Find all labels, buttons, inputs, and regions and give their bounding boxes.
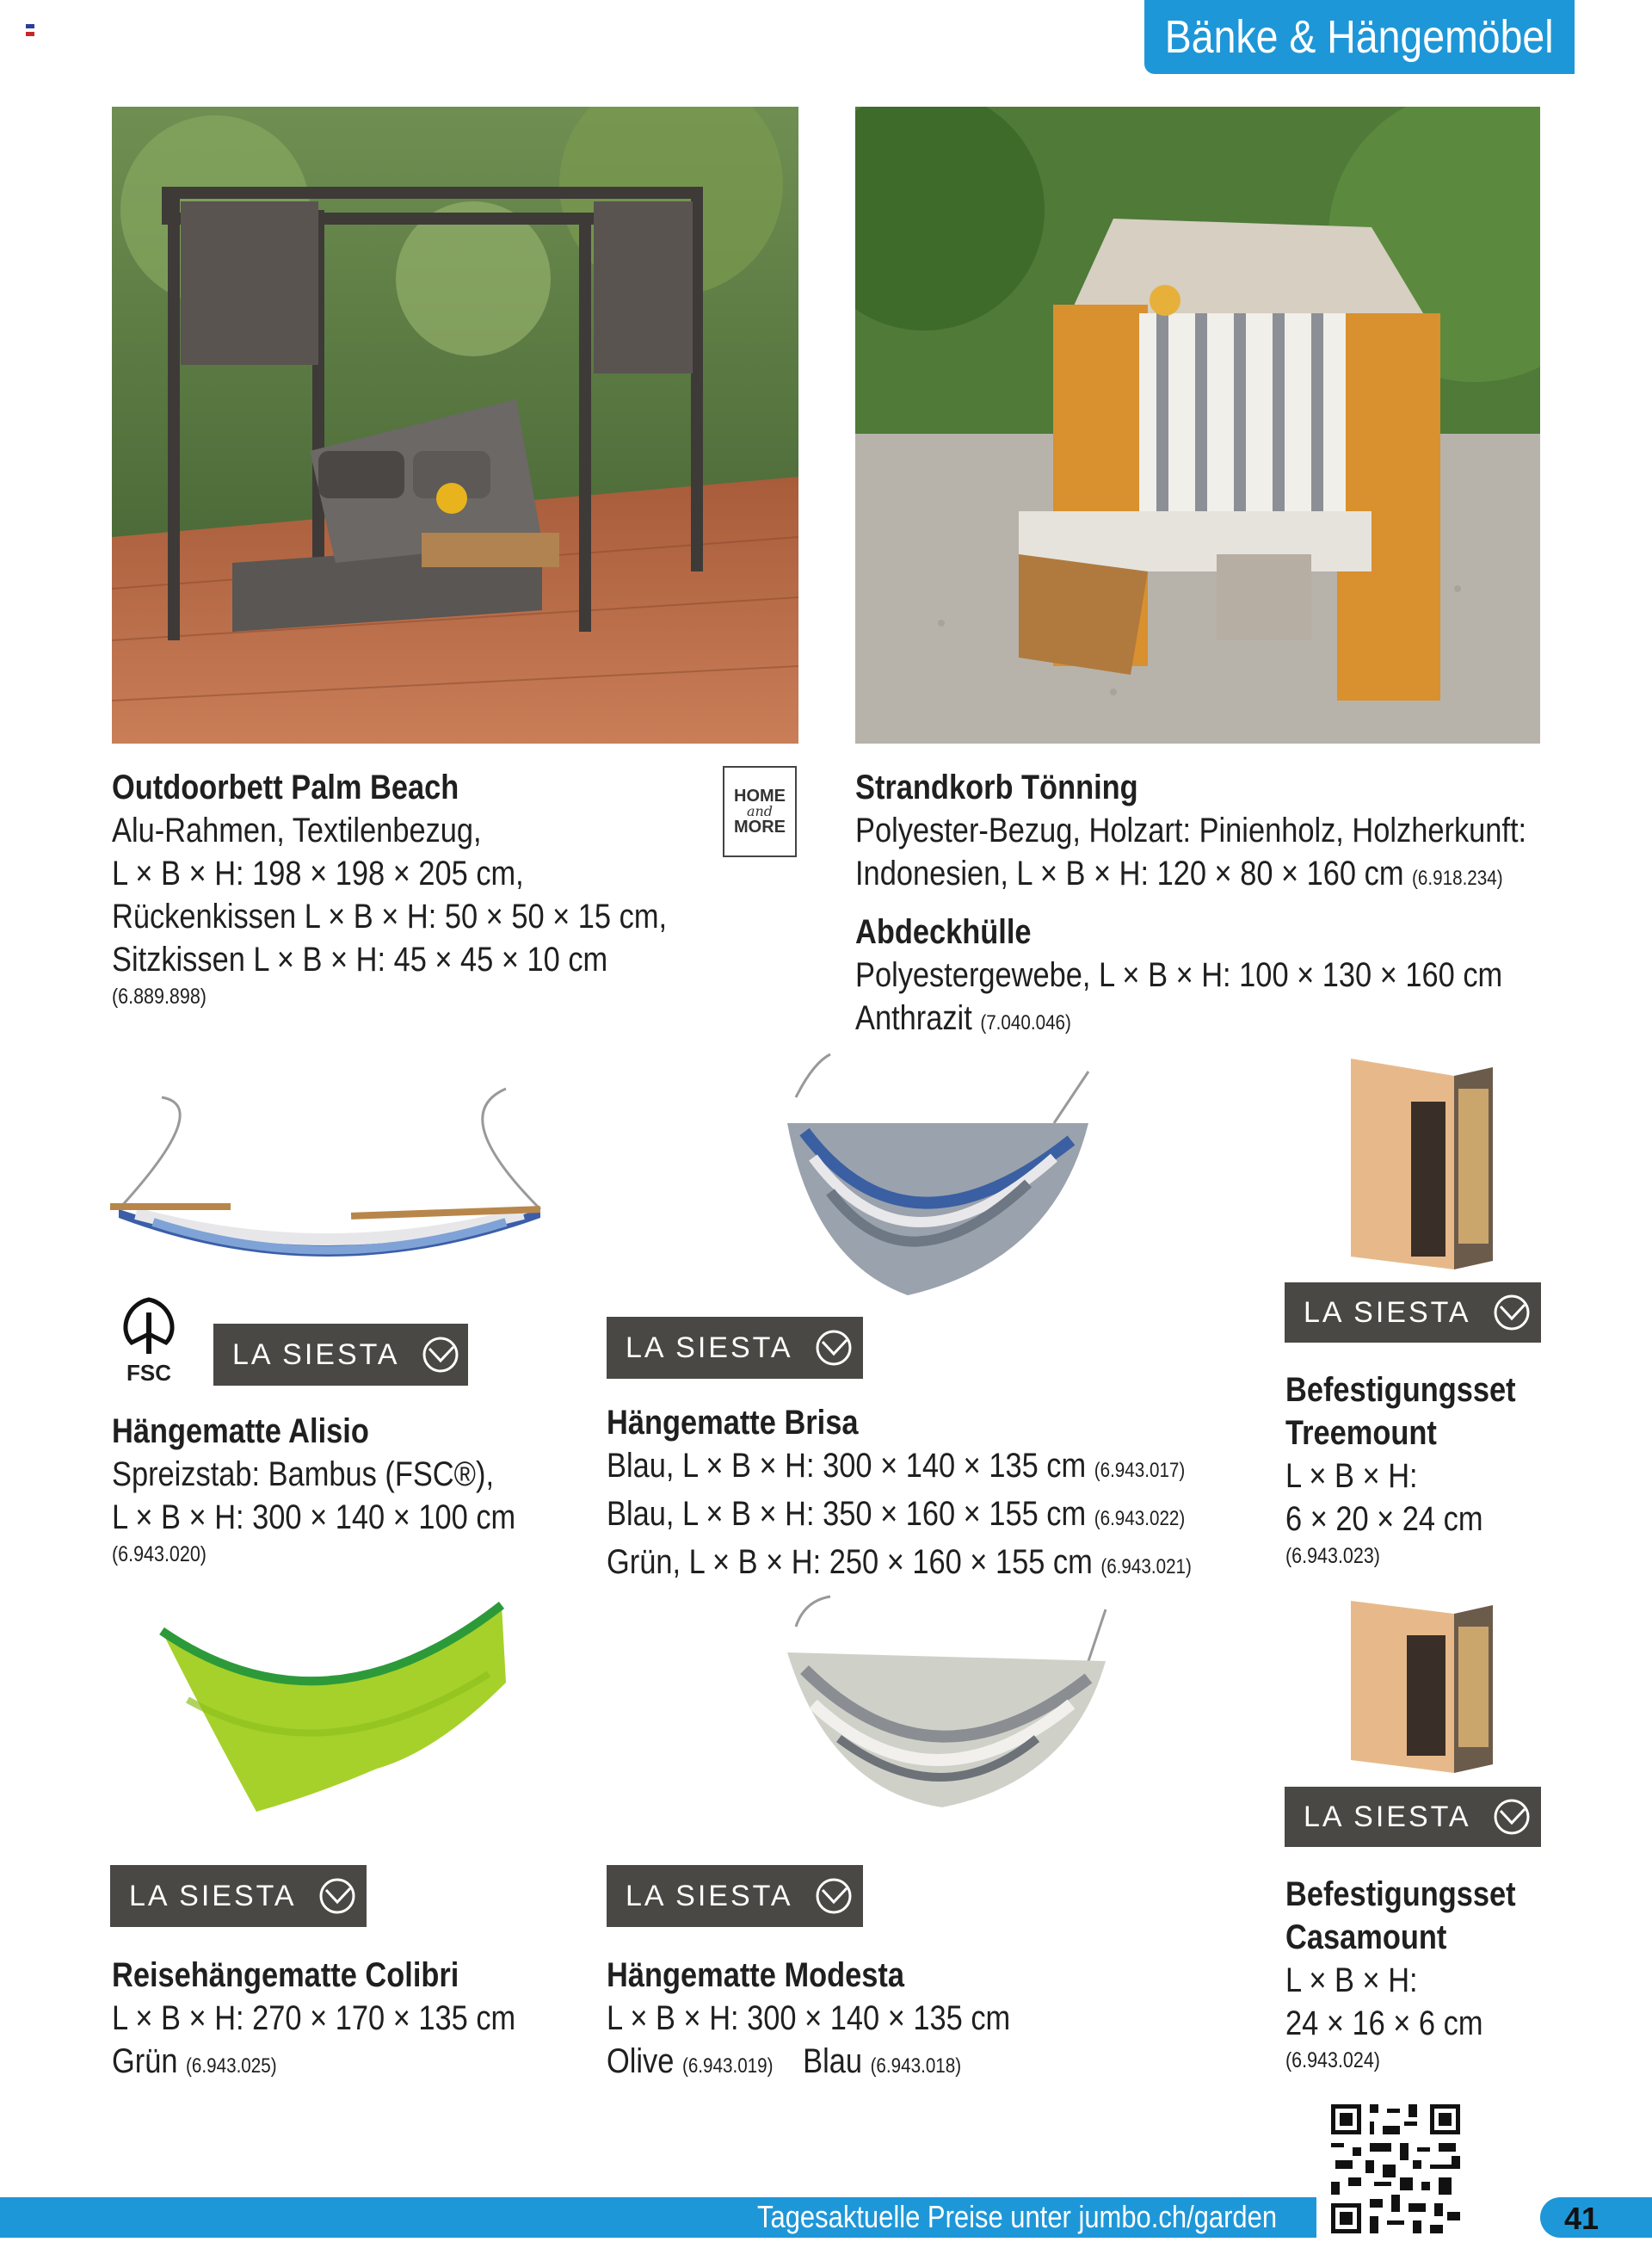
article-number: (6.943.017) <box>1094 1459 1186 1482</box>
la-siesta-badge: LA SIESTA <box>110 1865 367 1927</box>
qr-code[interactable] <box>1327 2100 1464 2238</box>
article-number: (6.918.234) <box>1412 867 1503 890</box>
footer-price-link[interactable]: Tagesaktuelle Preise unter jumbo.ch/garden <box>757 2199 1278 2234</box>
article-number: (6.943.021) <box>1100 1555 1192 1578</box>
alisio-text <box>112 1410 515 1570</box>
la-siesta-badge: LA SIESTA <box>607 1865 863 1927</box>
article-number: (6.943.018) <box>870 2054 962 2078</box>
article-number: (6.943.022) <box>1094 1507 1186 1530</box>
section-header <box>1144 0 1575 74</box>
variant-line: Olive (6.943.019) Blau (6.943.018) <box>607 2042 962 2080</box>
product-title: Outdoorbett Palm Beach <box>112 769 459 806</box>
article-number: (6.943.023) <box>1285 1544 1380 1568</box>
la-siesta-badge: LA SIESTA <box>213 1324 468 1386</box>
spec-line: 6 × 20 × 24 cm <box>1285 1500 1483 1538</box>
article-number: (7.040.046) <box>980 1011 1071 1035</box>
product-title: Abdeckhülle <box>855 913 1032 951</box>
spec-line: Alu-Rahmen, Textilenbezug, <box>112 812 482 849</box>
spec-line: L × B × H: 300 × 140 × 135 cm <box>607 1999 1011 2037</box>
brisa-text <box>607 1401 1192 1589</box>
spec-line: L × B × H: 270 × 170 × 135 cm <box>112 1999 516 2037</box>
casamount-text <box>1285 1873 1516 2076</box>
product-title: Befestigungsset <box>1285 1875 1516 1913</box>
product-title: Strandkorb Tönning <box>855 769 1138 806</box>
colibri-photo <box>153 1597 506 1820</box>
product-title: Casamount <box>1285 1918 1447 1956</box>
spec-line: Indonesien, L × B × H: 120 × 80 × 160 cm (6.918.234) <box>855 855 1503 892</box>
article-number: (6.943.025) <box>186 2054 277 2078</box>
flag-icon <box>26 24 34 36</box>
la-siesta-logo-icon <box>421 1335 460 1374</box>
product-title: Hängematte Brisa <box>607 1404 859 1442</box>
spec-line: Grün (6.943.025) <box>112 2042 277 2080</box>
spec-line: L × B × H: <box>1285 1457 1418 1495</box>
page-number: 41 <box>1540 2197 1652 2238</box>
variant-line: Blau, L × B × H: 300 × 140 × 135 cm (6.943.017) <box>607 1447 1186 1485</box>
colibri-text <box>112 1954 515 2088</box>
treemount-text <box>1285 1368 1516 1572</box>
la-siesta-logo-icon <box>317 1876 357 1916</box>
variant-line: Blau, L × B × H: 350 × 160 × 155 cm (6.943.022) <box>607 1495 1186 1533</box>
product-title: Treemount <box>1285 1414 1437 1452</box>
outdoorbett-photo <box>112 107 798 744</box>
product-title: Reisehängematte Colibri <box>112 1956 459 1994</box>
product-title: Befestigungsset <box>1285 1371 1516 1409</box>
la-siesta-badge: LA SIESTA <box>1285 1787 1541 1847</box>
modesta-photo <box>779 1592 1123 1816</box>
variant-line: Grün, L × B × H: 250 × 160 × 155 cm (6.943.021) <box>607 1543 1192 1581</box>
fsc-logo: FSC <box>110 1295 188 1390</box>
strandkorb-photo <box>855 107 1540 744</box>
palm-beach-text <box>112 766 667 1012</box>
home-and-more-logo: HOME and MORE <box>723 766 797 857</box>
la-siesta-logo-icon <box>814 1876 854 1916</box>
la-siesta-logo-icon <box>1492 1293 1532 1332</box>
spec-line: 24 × 16 × 6 cm <box>1285 2004 1483 2042</box>
spec-line: L × B × H: 300 × 140 × 100 cm <box>112 1498 516 1536</box>
product-title: Hängematte Modesta <box>607 1956 904 1994</box>
spec-line: Polyester-Bezug, Holzart: Pinienholz, Holzherkunft: <box>855 812 1527 849</box>
product-title: Hängematte Alisio <box>112 1412 369 1450</box>
la-siesta-logo-icon <box>1492 1797 1532 1837</box>
section-title: Bänke & Hängemöbel <box>1165 11 1554 63</box>
spec-line: Anthrazit (7.040.046) <box>855 999 1071 1037</box>
strandkorb-text <box>855 766 1526 1045</box>
modesta-text <box>607 1954 1010 2088</box>
la-siesta-badge: LA SIESTA <box>607 1317 863 1379</box>
article-number: (6.889.898) <box>112 985 206 1009</box>
spec-line: Sitzkissen L × B × H: 45 × 45 × 10 cm <box>112 941 608 979</box>
article-number: (6.943.024) <box>1285 2048 1380 2072</box>
spec-line: Rückenkissen L × B × H: 50 × 50 × 15 cm, <box>112 898 668 936</box>
spec-line: Polyestergewebe, L × B × H: 100 × 130 × 160 cm <box>855 956 1503 994</box>
la-siesta-badge: LA SIESTA <box>1285 1282 1541 1343</box>
spec-line: L × B × H: <box>1285 1961 1418 1999</box>
article-number: (6.943.020) <box>112 1542 206 1566</box>
treemount-box-photo <box>1342 1050 1497 1274</box>
la-siesta-logo-icon <box>814 1328 854 1368</box>
spec-line: Spreizstab: Bambus (FSC®), <box>112 1455 495 1493</box>
alisio-photo <box>110 1080 549 1282</box>
casamount-box-photo <box>1342 1592 1497 1777</box>
article-number: (6.943.019) <box>681 2054 774 2078</box>
spec-line: L × B × H: 198 × 198 × 205 cm, <box>112 855 524 892</box>
brisa-photo <box>779 1046 1106 1304</box>
